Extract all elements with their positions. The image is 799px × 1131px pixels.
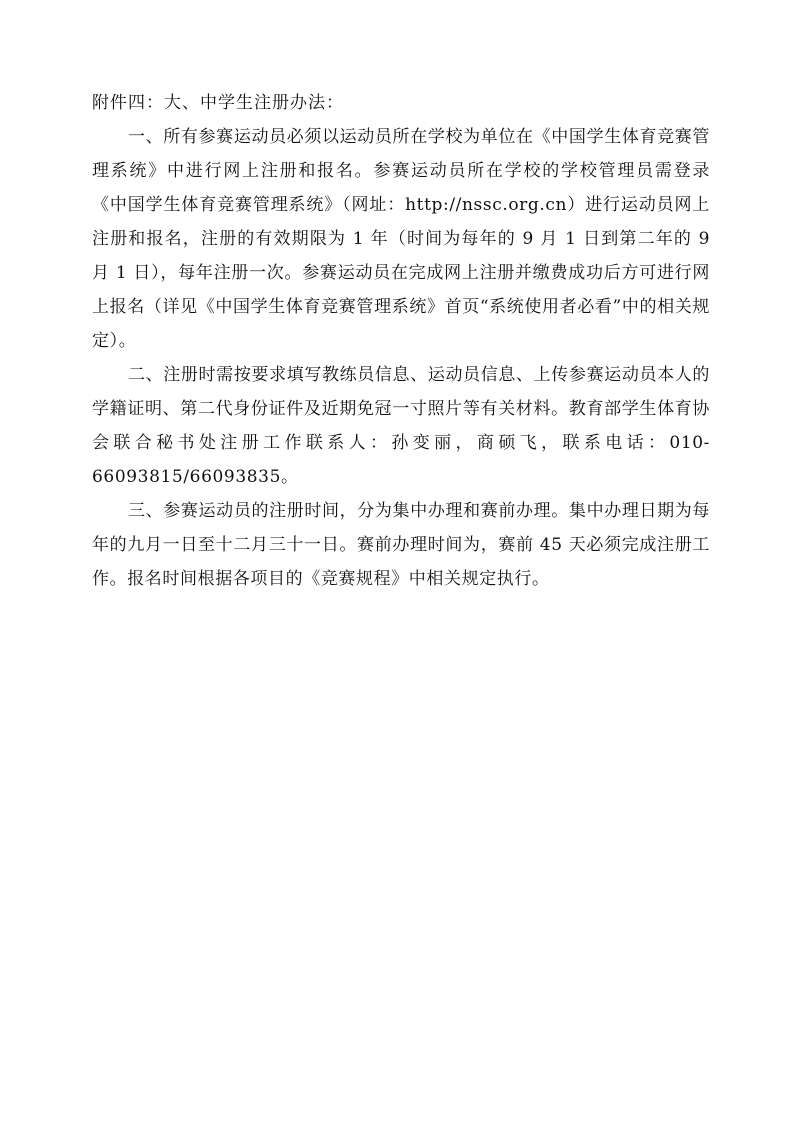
document-heading: 附件四：大、中学生注册办法： xyxy=(92,93,344,113)
document-body xyxy=(92,86,710,596)
paragraph-registration-procedure: 一、所有参赛运动员必须以运动员所在学校为单位在《中国学生体育竞赛管理系统》中进行网上注册和报名。参赛运动员所在学校的学校管理员需登录 《中国学生体育竞赛管理系统》（网址：http://nssc.org.cn）进行运动员网上注册和报名，注册的有效期限为 1 年（时间为每年的 9 月 1 日到第二年的 9 月 1 日），每年注册一次。参赛运动员在完成网上注册并缴费成功后方可进行网上报名（详见《中国学生体育竞赛管理系统》首页“系统使用者必看”中的相关规定）。 xyxy=(92,127,710,351)
paragraph-registration-time: 三、参赛运动员的注册时间，分为集中办理和赛前办理。集中办理日期为每年的九月一日至十二月三十一日。赛前办理时间为，赛前 45 天必须完成注册工作。报名时间根据各项目的《竞赛规程》中相关规定执行。 xyxy=(92,501,710,589)
paragraph-required-materials: 二、注册时需按要求填写教练员信息、运动员信息、上传参赛运动员本人的学籍证明、第二代身份证件及近期免冠一寸照片等有关材料。教育部学生体育协会联合秘书处注册工作联系人：孙变丽，商硕飞，联系电话：010-66093815/66093835。 xyxy=(92,365,710,487)
